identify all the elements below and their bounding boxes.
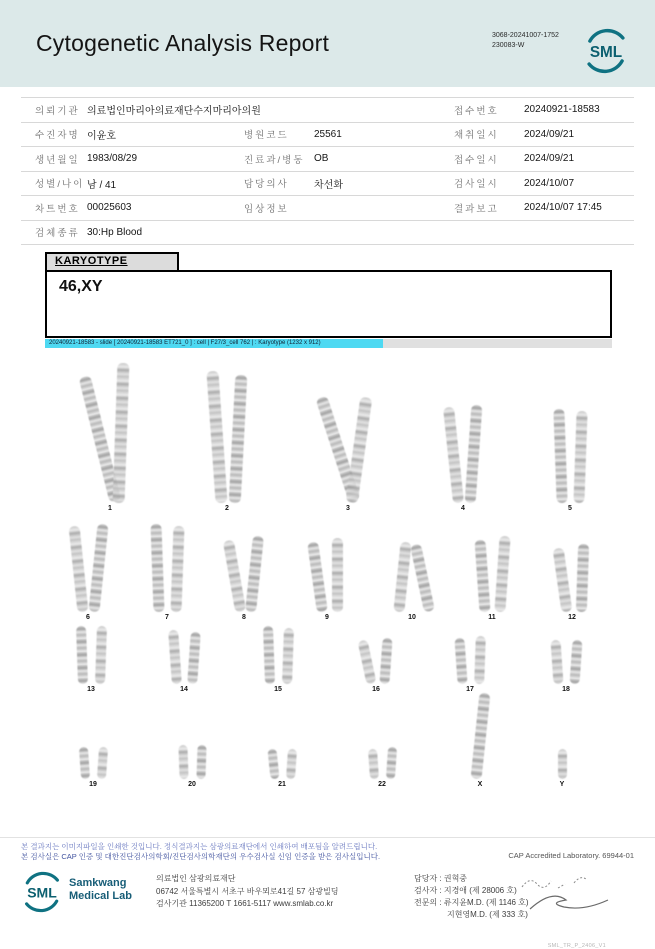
field-label: 수진자명: [35, 130, 80, 142]
chromosome-figure: [78, 747, 89, 780]
chromosome-group-label: X: [477, 781, 483, 788]
chromosome-group-label: Y: [559, 781, 565, 788]
report-footer: [0, 837, 655, 949]
field-value: 의료법인마리아의료재단수지마리아의원: [87, 106, 261, 118]
field-value: 차선화: [314, 179, 343, 191]
chromosome-group-label: 4: [461, 505, 465, 512]
chromosome-group-5: [525, 409, 615, 512]
chromosome-group-label: 19: [89, 781, 97, 788]
table-row: [21, 147, 634, 172]
field-value: 25561: [314, 128, 342, 140]
chromosome-pair: [229, 536, 260, 612]
field-label: 성별/나이: [35, 179, 85, 191]
field-value: 2024/09/21: [524, 153, 575, 165]
chromosome-figure: [569, 640, 582, 685]
org-line: 06742 서울특별시 서초구 바우뫼로41길 57 삼광빌딩: [156, 886, 339, 896]
chromosome-figure: [88, 524, 108, 613]
chromosome-group-7: [122, 524, 212, 621]
brand-line-1: Samkwang: [69, 877, 127, 890]
org-line: 의료법인 삼광의료재단: [156, 874, 236, 884]
chromosome-pair: [73, 524, 104, 612]
table-row: [21, 97, 634, 123]
karyotype-result-box: [45, 270, 612, 338]
chromosome-group-1: [65, 363, 155, 512]
field-label: 접수번호: [454, 105, 499, 117]
chromosome-figure: [178, 745, 188, 779]
chromosome-group-15: [233, 626, 323, 693]
karyotype-section: [45, 252, 612, 348]
chromosome-group-4: [418, 405, 508, 512]
chromosome-figure: [550, 640, 563, 685]
patient-info-table: [21, 97, 634, 245]
field-label: 접수일시: [454, 154, 499, 166]
chromosome-group-17: [425, 636, 515, 693]
karyotype-section-label: KARYOTYPE: [45, 252, 179, 272]
sml-logo-icon: [21, 871, 63, 918]
field-label: 검사일시: [454, 179, 499, 191]
chromosome-group-10: [367, 542, 457, 621]
chromosome-group-18: [521, 640, 611, 693]
chromosome-pair: [170, 630, 199, 684]
field-label: 검체종류: [35, 228, 80, 240]
chromosome-figure: [282, 628, 294, 684]
chromosome-figure: [245, 536, 264, 613]
chromosome-figure: [379, 638, 392, 685]
field-label: 의뢰기관: [35, 105, 80, 117]
chromosome-group-label: 22: [378, 781, 386, 788]
chromosome-figure: [357, 639, 376, 684]
chromosome-figure: [575, 544, 588, 612]
chromosome-figure: [443, 407, 464, 504]
karyotype-result: 46,XY: [59, 278, 103, 295]
chromosome-group-label: 20: [188, 781, 196, 788]
chromosome-group-label: 8: [242, 614, 246, 621]
chromosome-figure: [94, 626, 106, 684]
chromosome-group-label: 9: [325, 614, 329, 621]
chromosome-group-label: 14: [180, 686, 188, 693]
chromosome-figure: [267, 749, 279, 780]
staff-line: 담당자 : 권혁중: [414, 874, 468, 884]
chromosome-group-label: 6: [86, 614, 90, 621]
chromosome-group-11: [447, 536, 537, 621]
chromosome-figure: [454, 638, 467, 685]
chromosome-pair: [264, 626, 293, 684]
chromosome-figure: [474, 636, 486, 684]
chromosome-figure: [367, 749, 378, 780]
field-label: 진료과/병동: [244, 154, 305, 166]
chromosome-figure: [474, 540, 490, 613]
field-label: 임상정보: [244, 203, 289, 215]
field-label: 병원코드: [244, 130, 289, 142]
chromosome-figure: [553, 409, 567, 503]
field-label: 결과보고: [454, 203, 499, 215]
report-codes: [492, 31, 559, 51]
chromosome-figure: [307, 542, 328, 613]
chromosome-figure: [170, 526, 184, 612]
table-row: [21, 172, 634, 197]
chromosome-figure: [393, 542, 411, 613]
chromosome-figure: [262, 626, 274, 684]
chromosome-figure: [385, 747, 396, 780]
chromosome-figure: [168, 630, 182, 685]
org-line: 검사기관 11365200 T 1661-5117 www.smlab.co.kr: [156, 899, 334, 909]
lab-address-block: [156, 871, 414, 921]
chromosome-group-13: [46, 626, 136, 693]
chromosome-pair: [555, 409, 586, 503]
chromosome-group-22: [337, 747, 427, 788]
chromosome-group-label: 16: [372, 686, 380, 693]
chromosome-pair: [477, 536, 508, 612]
chromosome-figure: [150, 524, 164, 612]
field-value: 남 / 41: [87, 179, 117, 191]
chromosome-group-label: 17: [466, 686, 474, 693]
chromosome-figure: [196, 745, 206, 779]
field-value: 2024/10/07: [524, 177, 575, 189]
chromosome-group-label: 5: [568, 505, 572, 512]
karyotype-status-bar: [45, 339, 612, 348]
chromosome-figure: [573, 411, 587, 503]
chromosome-pair: [362, 638, 391, 684]
chromosome-pair: [211, 371, 244, 503]
chromosome-group-19: [48, 747, 138, 788]
chromosome-group-label: 12: [568, 614, 576, 621]
chromosome-group-14: [139, 630, 229, 693]
field-value: 00025603: [87, 202, 132, 214]
staff-line: 전문의 : 류지윤M.D. (제 1146 호): [414, 898, 529, 908]
karyotype-status-text: 20240921-18583 - slide [ 20240921-18583 ET721_0 ] : cell | F27/3_cell 762 | : Karyotype (1232 x 912): [45, 339, 383, 348]
chromosome-pair: [475, 693, 486, 779]
chromosome-group-16: [331, 638, 421, 693]
table-row: [21, 221, 634, 246]
staff-line: 지현영M.D. (제 333 호): [447, 910, 528, 920]
sml-logo-icon: [583, 28, 629, 79]
footer-note-1: 본 결과지는 이미지파일을 인쇄한 것입니다. 정식결과지는 삼광의료재단에서 인쇄하여 배포됨을 알려드립니다.: [21, 842, 378, 851]
chromosome-group-label: 21: [278, 781, 286, 788]
chromosome-group-label: 7: [165, 614, 169, 621]
svg-text:SML: SML: [27, 884, 57, 901]
chromosome-figure: [345, 397, 372, 504]
chromosome-pair: [179, 745, 206, 779]
field-label: 채취일시: [454, 130, 499, 142]
table-row: [21, 123, 634, 148]
chromosome-figure: [187, 632, 201, 685]
chromosome-group-12: [527, 544, 617, 621]
form-version: SML_TR_P_2406_V1: [547, 943, 606, 949]
chromosome-figure: [78, 375, 121, 502]
chromosome-figure: [96, 747, 107, 780]
chromosome-group-label: 1: [108, 505, 112, 512]
chromosome-pair: [77, 626, 106, 684]
field-value: 이윤호: [87, 130, 116, 142]
chromosome-figure: [206, 371, 227, 504]
chromosome-pair: [269, 749, 296, 779]
field-value: OB: [314, 153, 329, 165]
chromosome-pair: [558, 749, 567, 779]
report-code-1: 3068-20241007-1752: [492, 32, 559, 39]
chromosome-pair: [552, 640, 581, 684]
field-value: 30:Hp Blood: [87, 226, 143, 238]
field-value: 2024/10/07 17:45: [524, 202, 602, 214]
chromosome-group-9: [282, 538, 372, 621]
chromosome-group-21: [237, 749, 327, 788]
chromosome-figure: [464, 405, 482, 504]
footer-notes: [0, 838, 655, 862]
footer-main: [21, 871, 634, 949]
chromosome-group-X: [435, 693, 525, 788]
chromosome-group-6: [43, 524, 133, 621]
chromosome-group-label: 2: [225, 505, 229, 512]
chromosome-figure: [228, 375, 247, 503]
report-header: [0, 0, 655, 87]
chromosome-group-label: 3: [346, 505, 350, 512]
chromosome-pair: [448, 405, 479, 503]
staff-line: 검사자 : 지경애 (제 28006 호): [414, 886, 517, 896]
chromosome-pair: [369, 747, 396, 779]
chromosome-figure: [470, 693, 490, 780]
chromosome-group-label: 10: [408, 614, 416, 621]
table-row: [21, 196, 634, 221]
brand-line-2: Medical Lab: [69, 889, 132, 902]
page-title: Cytogenetic Analysis Report: [36, 30, 330, 56]
chromosome-figure: [494, 536, 510, 613]
field-value: 20240921-18583: [524, 104, 600, 116]
footer-note-2: 본 검사실은 CAP 인증 및 대한진단검사의학회/진단검사의학재단의 우수검사실 신임 인증을 받은 검사실입니다.: [21, 852, 381, 862]
chromosome-pair: [557, 544, 588, 612]
field-value: 2024/09/21: [524, 128, 575, 140]
chromosome-pair: [332, 395, 365, 503]
chromosome-group-label: 11: [488, 614, 496, 621]
chromosome-figure: [285, 749, 296, 780]
chromosome-group-2: [182, 371, 272, 512]
chromosome-group-label: 18: [562, 686, 570, 693]
chromosome-figure: [332, 538, 343, 612]
chromosome-pair: [152, 524, 183, 612]
chromosome-pair: [312, 538, 343, 612]
chromosome-figure: [552, 548, 572, 613]
chromosome-figure: [112, 363, 129, 503]
chromosome-figure: [222, 540, 245, 613]
chromosome-figure: [68, 526, 88, 613]
chromosome-figure: [410, 544, 435, 613]
lab-brand-name: [69, 877, 132, 902]
cap-accreditation: CAP Accredited Laboratory. 69944-01: [508, 851, 634, 860]
chromosome-figure: [315, 396, 360, 502]
lab-logo-block: [21, 871, 156, 921]
chromosome-group-20: [147, 745, 237, 788]
signature-scribble: [516, 871, 626, 923]
chromosome-figure: [558, 749, 567, 779]
chromosome-pair: [94, 363, 127, 503]
karyogram-image: [0, 345, 655, 810]
chromosome-group-3: [303, 395, 393, 512]
field-label: 담당의사: [244, 179, 289, 191]
chromosome-group-label: 13: [87, 686, 95, 693]
report-code-2: 230083-W: [492, 42, 525, 50]
chromosome-pair: [456, 636, 485, 684]
chromosome-group-Y: [517, 749, 607, 788]
staff-block: [414, 871, 529, 921]
chromosome-group-label: 15: [274, 686, 282, 693]
svg-text:SML: SML: [589, 44, 623, 62]
field-label: 생년월일: [35, 154, 80, 166]
chromosome-pair: [397, 542, 428, 612]
field-value: 1983/08/29: [87, 153, 138, 165]
chromosome-pair: [80, 747, 107, 779]
field-label: 차트번호: [35, 203, 80, 215]
chromosome-figure: [75, 626, 87, 684]
chromosome-group-8: [199, 536, 289, 621]
